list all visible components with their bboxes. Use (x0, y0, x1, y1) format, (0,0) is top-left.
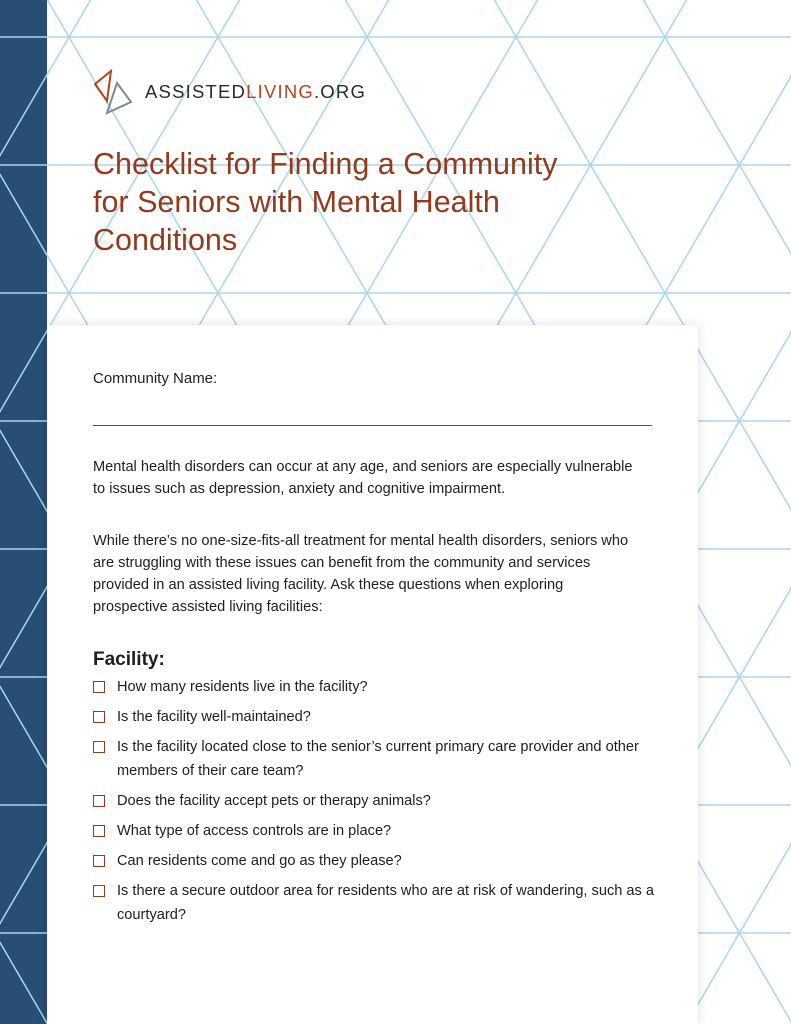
checklist-item-text: How many residents live in the facility? (117, 679, 368, 695)
page-title: Checklist for Finding a Community for Seniors with Mental Health Conditions (93, 147, 558, 257)
intro-paragraph-2: While there’s no one-size-fits-all treatment for mental health disorders, seniors who are struggling with these issues can benefit from the community and services provided in an assisted living facility. Ask these questions when exploring prospective assisted living facilities: (93, 533, 629, 615)
checkbox[interactable] (93, 795, 105, 807)
checklist-item-text: Does the facility accept pets or therapy animals? (117, 793, 431, 809)
checkbox[interactable] (93, 825, 105, 837)
site-logo[interactable] (93, 68, 366, 116)
checklist-item-text: Is there a secure outdoor area for residents who are at risk of wandering, such as a courtyard? (117, 883, 655, 923)
community-name-field[interactable] (93, 425, 652, 426)
logo-mark-icon (93, 68, 135, 116)
checklist-item-text: What type of access controls are in place? (117, 823, 392, 839)
facility-section-heading: Facility: (93, 649, 165, 670)
intro-paragraph-1: Mental health disorders can occur at any age, and seniors are especially vulnerable to issues such as depression, anxiety and cognitive impairment. (93, 459, 633, 497)
facility-checklist (93, 675, 663, 933)
checkbox[interactable] (93, 741, 105, 753)
side-accent-bar (0, 0, 47, 1024)
checkbox[interactable] (93, 885, 105, 897)
checklist-card (47, 325, 698, 1024)
checklist-item (93, 735, 663, 783)
logo-wordmark: ASSISTEDLIVING.ORG (145, 81, 367, 102)
checklist-item-text: Can residents come and go as they please? (117, 853, 402, 869)
checkbox[interactable] (93, 681, 105, 693)
checklist-item (93, 789, 663, 813)
checklist-item (93, 705, 663, 729)
checklist-item-text: Is the facility located close to the senior’s current primary care provider and other members of their care team? (117, 739, 639, 779)
checklist-item (93, 879, 663, 927)
checkbox[interactable] (93, 855, 105, 867)
checkbox[interactable] (93, 711, 105, 723)
checklist-item (93, 849, 663, 873)
checklist-item (93, 819, 663, 843)
community-name-label: Community Name: (93, 370, 218, 387)
checklist-item-text: Is the facility well-maintained? (117, 709, 311, 725)
checklist-item (93, 675, 663, 699)
